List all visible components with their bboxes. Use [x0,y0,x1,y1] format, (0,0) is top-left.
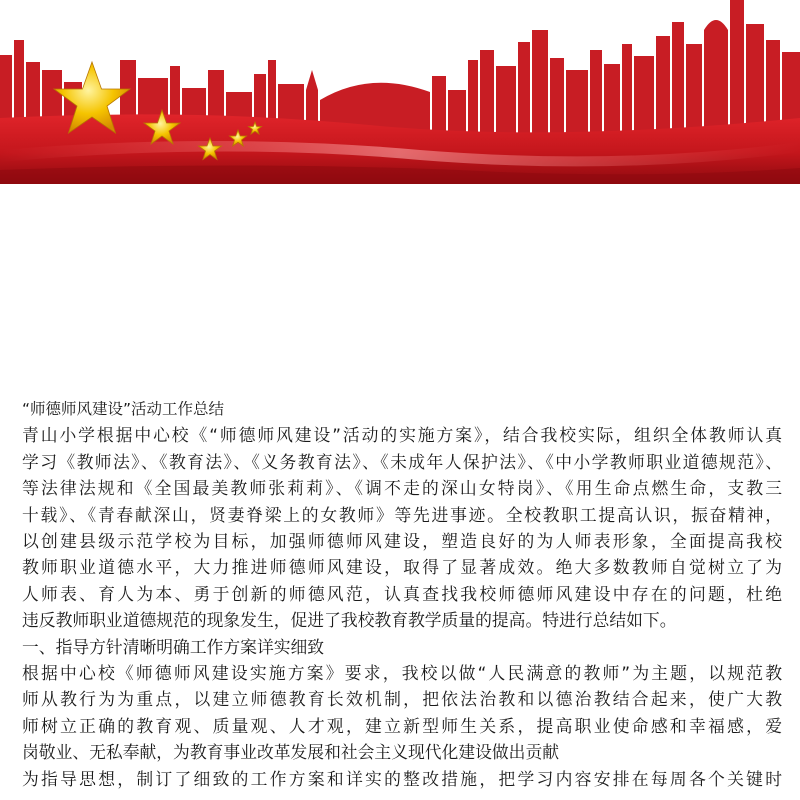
paragraph-3-line: 为指导思想，制订了细致的工作方案和详实的整改措施，把学习内容安排在每周各个关键时 [22,768,782,789]
paragraph-1-line: 违反教师职业道德规范的现象发生，促进了我校教育教学质量的提高。特进行总结如下。 [22,610,677,631]
header-banner [0,0,800,190]
document-title: “师德师风建设”活动工作总结 [22,400,225,418]
paragraph-1-line: 十载》、《青春献深山，贤妻脊梁上的女教师》等先进事迹。全校教职工提高认识，振奋精神， [22,504,782,525]
section-heading: 一、指导方针清晰明确工作方案详实细致 [22,636,325,657]
paragraph-1-line: 人师表、育人为本、勇于创新的师德风范，认真查找我校师德师风建设中存在的问题，杜绝 [22,583,782,604]
paragraph-1-line: 教师职业道德水平，大力推进师德师风建设，取得了显著成效。绝大多数教师自觉树立了为 [22,557,782,578]
paragraph-2-line: 岗敬业、无私奉献，为教育事业改革发展和社会主义现代化建设做出贡献 [22,742,560,763]
paragraph-2-line: 根据中心校《师德师风建设实施方案》要求，我校以做“人民满意的教师”为主题，以规范教 [22,663,782,684]
document-body [22,396,782,792]
paragraph-2-line: 师树立正确的教育观、质量观、人才观，建立新型师生关系，提高职业使命感和幸福感，爱 [22,715,782,736]
paragraph-2-line: 师从教行为为重点，以建立师德教育长效机制，把依法治教和以德治教结合起来，使广大教 [22,689,782,710]
paragraph-1-line: 以创建县级示范学校为目标，加强师德师风建设，塑造良好的为人师表形象，全面提高我校 [22,531,782,552]
paragraph-1-line: 等法律法规和《全国最美教师张莉莉》、《调不走的深山女特岗》、《用生命点燃生命，支教三 [22,478,782,499]
paragraph-1-line: 青山小学根据中心校《“师德师风建设”活动的实施方案》，结合我校实际，组织全体教师认真 [22,425,782,446]
paragraph-1-line: 学习《教师法》、《教育法》、《义务教育法》、《未成年人保护法》、《中小学教师职业道德规范》、 [22,451,782,472]
